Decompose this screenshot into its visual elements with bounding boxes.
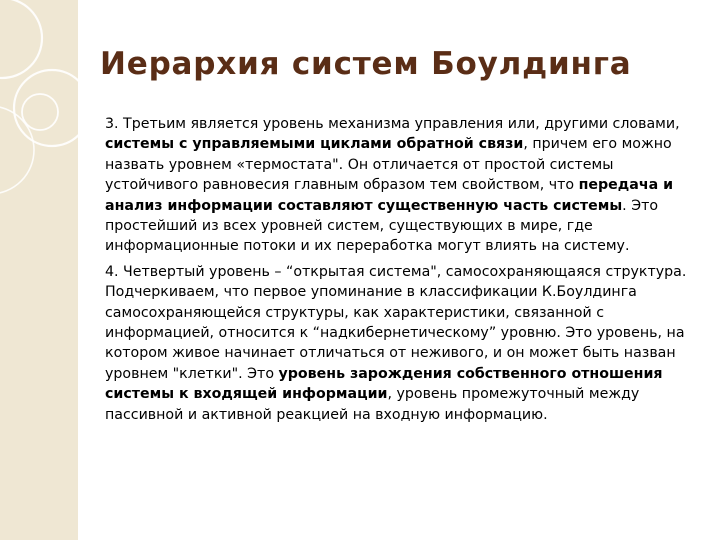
bold-text-run: передача и анализ информации составляют существенную часть системы — [105, 177, 674, 214]
decorative-sidebar — [0, 0, 78, 540]
text-run: , причем его можно назвать уровнем «термостата". Он отличается от простой системы устойчивого равновесия главным образом тем свойством, что — [105, 136, 672, 194]
text-run: 4. Четвертый уровень – “открытая система", самосохраняющаяся структура. Подчеркиваем, что первое упоминание в классификации К.Боулдинга самосохраняющейся структуры, как характеристики, связанной с информацией, относится к “надкибернетическому” уровню. Это уровень, на котором живое начинает отличаться от неживого, и он может быть назван уровнем "клетки". Это — [105, 263, 687, 382]
decorative-rings — [0, 0, 78, 540]
text-run: . Это простейший из всех уровней систем, существующих в мире, где информационные потоки и их переработка могут влиять на систему. — [105, 197, 659, 255]
paragraph-level-4 — [105, 262, 703, 425]
bold-text-run: уровень зарождения собственного отношения системы к входящей информации — [105, 365, 663, 403]
text-run: 3. Третьим является уровень механизма управления или, другими словами, — [105, 116, 680, 132]
slide-title: Иерархия систем Боулдинга — [100, 46, 632, 82]
slide-body — [105, 114, 703, 430]
text-run: , уровень промежуточный между пассивной и активной реакцией на входную информацию. — [105, 386, 640, 423]
bold-text-run: системы с управляемыми циклами обратной связи — [105, 136, 524, 153]
paragraph-level-3 — [105, 114, 703, 257]
